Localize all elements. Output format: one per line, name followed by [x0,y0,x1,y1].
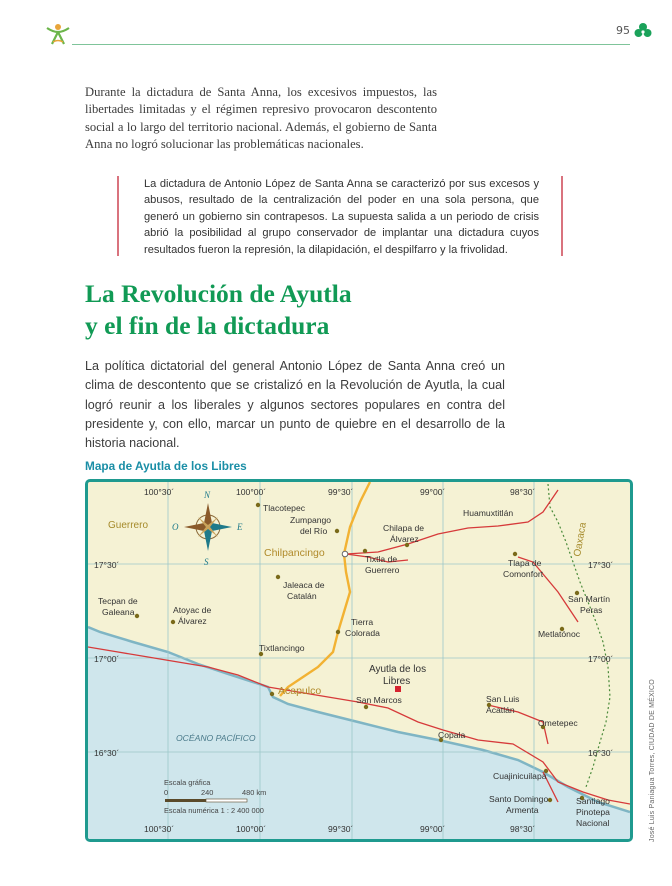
scale-numeric: Escala numérica 1 : 2 400 000 [164,806,264,815]
place-tixtlancingo: Tixtlancingo [259,643,305,653]
place-sanluis-2: Acatlán [486,705,515,715]
scale-tick-1: 240 [201,788,214,797]
place-sanluis: San Luis [486,694,520,704]
map-title: Mapa de Ayutla de los Libres [85,459,247,473]
section-title [85,278,352,342]
page-number: 95 [616,24,630,37]
body-paragraph: La política dictatorial del general Antonio López de Santa Anna creó un clima de descontento que se cristalizó en la Revolución de Ayutla, la cual logró reunir a los liberales y algunos sectores populares en contra del presidente y, con ello, marcar un punto de quiebre en el desarrollo de la historia nacional. [85,359,505,451]
quote-text: La dictadura de Antonio López de Santa Anna se caracterizó por sus excesos y abusos, resultado de la centralización del poder en una sola persona, que generó un gobierno sin contrapesos. La supuesta salida a un periodo de crisis abrió la posibilidad al grupo conservador de implantar una dictadura cuyos resultados fueron la represión, la dilapidación, el despilfarro y la frivolidad. [144,178,539,256]
place-sanmartin: San Martín [568,594,611,604]
place-zumpango: Zumpango [290,515,332,525]
place-santodomingo-2: Armenta [506,805,539,815]
lon-label: 100°30´ [144,487,175,497]
place-tlapa: Tlapa de [508,558,542,568]
lon-label: 100°00´ [236,487,267,497]
place-copala: Copala [438,730,466,740]
place-santiago: Santiago [576,796,610,806]
map-credit: José Luis Paniagua Torres, CIUDAD DE MÉXICO [649,679,656,842]
place-atoyac-2: Álvarez [178,616,207,626]
place-huamuxtitlan: Huamuxtitlán [463,508,514,518]
place-santiago-2: Pinotepa [576,807,610,817]
place-chilapa: Chilapa de [383,523,425,533]
compass-s: S [204,557,209,567]
scale-tick-2: 480 km [242,788,267,797]
place-sanmarcos: San Marcos [356,695,402,705]
section-title-line-2: y el fin de la dictadura [85,311,330,340]
lon-label: 99°00´ [420,824,446,834]
place-ayutla: Ayutla de los [369,664,427,675]
place-atoyac: Atoyac de [173,605,212,615]
lon-label: 100°30´ [144,824,175,834]
header-logo [44,22,72,48]
lat-label: 17°00´ [94,654,120,664]
header-rule [72,44,630,45]
place-tecpan: Tecpan de [98,596,138,606]
lat-label: 17°30´ [588,560,614,570]
lon-label: 99°00´ [420,487,446,497]
compass-e: E [237,522,243,532]
place-metlatonoc: Metlatónoc [538,629,581,639]
clover-icon [633,21,653,46]
place-ayutla-2: Libres [383,676,411,687]
place-tierra: Tierra [351,617,374,627]
lon-label: 99°30´ [328,824,354,834]
place-ometepec: Ometepec [538,718,578,728]
place-tecpan-2: Galeana [102,607,135,617]
lat-label: 17°00´ [588,654,614,664]
lat-label: 16°30´ [94,748,120,758]
place-santiago-3: Nacional [576,818,610,828]
person-logo-icon [44,22,72,48]
place-jaleaca: Jaleaca de [283,580,325,590]
capital-marker [342,551,348,557]
place-acapulco: Acapulco [278,685,322,697]
place-tixtla-2: Guerrero [365,565,400,575]
lon-label: 100°00´ [236,824,267,834]
region-guerrero: Guerrero [108,520,149,531]
lat-label: 16°30´ [588,748,614,758]
scale-tick-0: 0 [164,788,169,797]
compass-n: N [204,490,211,500]
lon-label: 98°30´ [510,487,536,497]
place-tierra-2: Colorada [345,628,380,638]
map-frame [85,479,633,842]
place-chilpancingo: Chilpancingo [264,547,325,559]
place-tlapa-2: Comonfort [503,569,544,579]
lat-label: 17°30´ [94,560,120,570]
region-oaxaca: Oaxaca [572,521,589,558]
place-chilapa-2: Álvarez [390,534,419,544]
place-santodomingo: Santo Domingo [489,794,549,804]
place-cuajinicuilapa: Cuajinicuilapa [493,771,547,781]
lon-label: 98°30´ [510,824,536,834]
section-title-line-1: La Revolución de Ayutla [85,279,352,308]
scale-label: Escala gráfica [164,778,211,787]
compass-rose-icon [184,503,232,551]
lon-label: 99°30´ [328,487,354,497]
quote-box [117,176,563,256]
place-tlacotepec: Tlacotepec [263,503,306,513]
place-zumpango-2: del Río [300,526,328,536]
intro-paragraph: Durante la dictadura de Santa Anna, los excesivos impuestos, las libertades limitadas y el régimen represivo provocaron descontento social a lo largo del territorio nacional. Además, el gobierno de Santa Anna no logró solucionar las problemáticas nacionales. [85,85,437,152]
place-jaleaca-2: Catalán [287,591,317,601]
ayutla-map [88,482,630,839]
ocean-label: OCÉANO PACÍFICO [176,733,256,743]
place-sanmartin-2: Peras [580,605,603,615]
compass-w: O [172,522,179,532]
place-tixtla: Tixtla de [365,554,398,564]
